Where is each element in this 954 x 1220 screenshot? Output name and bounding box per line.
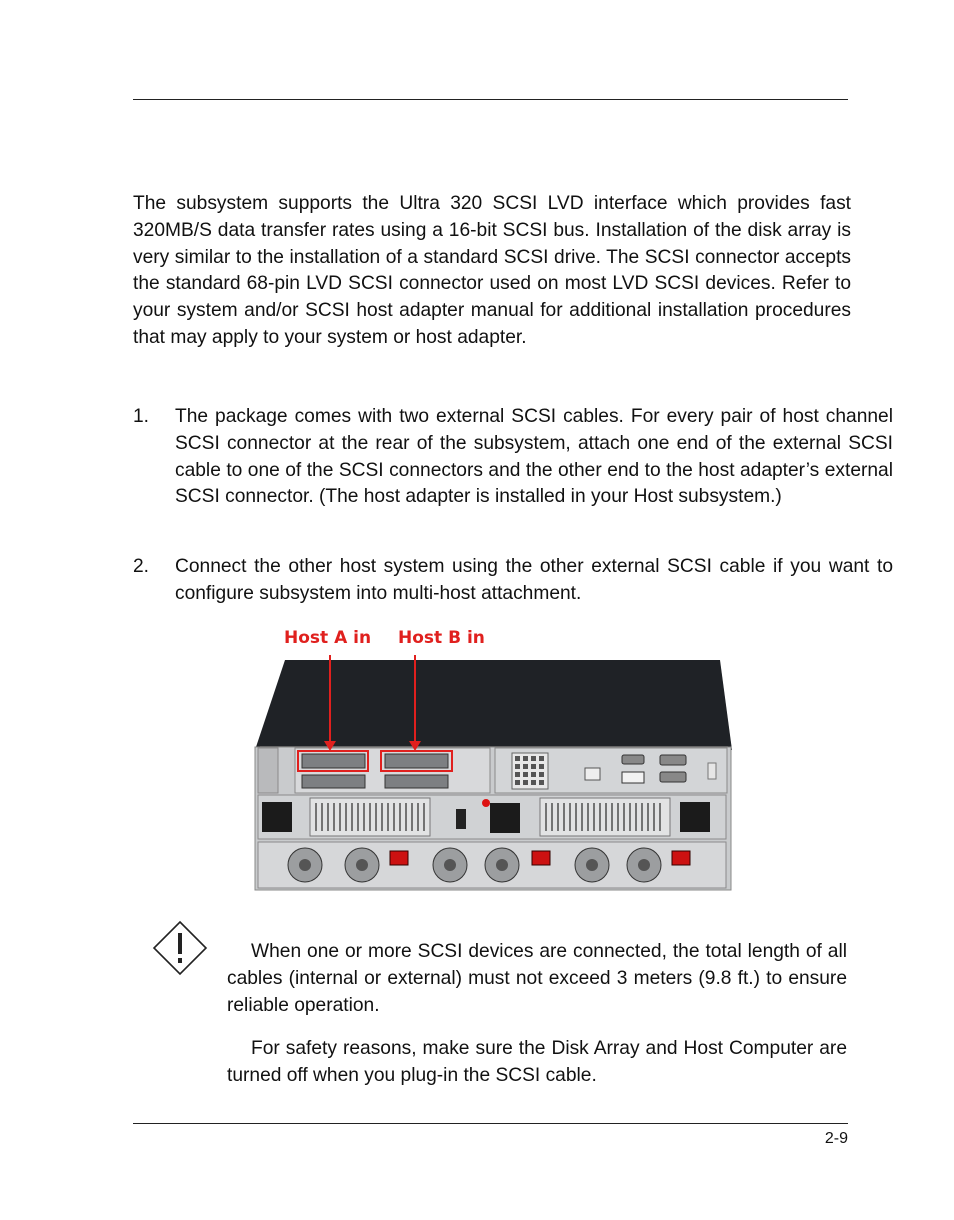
page-number: 2-9: [824, 1130, 848, 1147]
warning-icon: [152, 920, 208, 976]
step-number: 2.: [133, 556, 150, 577]
scsi-connector-a-bottom: [302, 775, 365, 788]
step-text: Connect the other host system using the other external SCSI cable if you want to configure subsystem into multi-host attachment.: [175, 556, 893, 604]
subsystem-rear-photo: [250, 655, 735, 895]
intro-paragraph: The subsystem supports the Ultra 320 SCSI LVD interface which provides fast 320MB/S data transfer rates using a 16-bit SCSI bus. Installation of the disk array is very similar to the installation of a standard SCSI drive. The SCSI connector accepts the standard 68-pin LVD SCSI connector used on most LVD SCSI devices. Refer to your system and/or SCSI host adapter manual for additional installation procedures that may apply to your system or host adapter.: [133, 193, 851, 348]
header-rule: [133, 99, 848, 100]
footer-rule: [133, 1123, 848, 1124]
host-b-label: Host B in: [398, 628, 485, 648]
scsi-connector-b-bottom: [385, 775, 448, 788]
chassis-lid: [255, 660, 732, 750]
scsi-connector-a-top: [302, 754, 365, 768]
list-item: [133, 554, 893, 608]
step-text: The package comes with two external SCSI cables. For every pair of host channel SCSI connector at the rear of the subsystem, attach one end of the external SCSI cable to one of the SCSI connectors and the other end to the host adapter’s external SCSI connector. (The host adapter is installed in your Host subsystem.): [175, 406, 893, 508]
cable-length-note: When one or more SCSI devices are connected, the total length of all cables (internal or external) must not exceed 3 meters (9.8 ft.) to ensure reliable operation.: [227, 941, 847, 1016]
power-inlet-left: [262, 802, 292, 832]
host-a-label: Host A in: [284, 628, 372, 648]
list-item: [133, 404, 893, 511]
power-inlet-right: [680, 802, 710, 832]
scsi-connector-b-top: [385, 754, 448, 768]
step-number: 1.: [133, 406, 150, 427]
power-inlet-center: [490, 803, 520, 833]
safety-note: For safety reasons, make sure the Disk Array and Host Computer are turned off when you plug-in the SCSI cable.: [227, 1038, 847, 1086]
